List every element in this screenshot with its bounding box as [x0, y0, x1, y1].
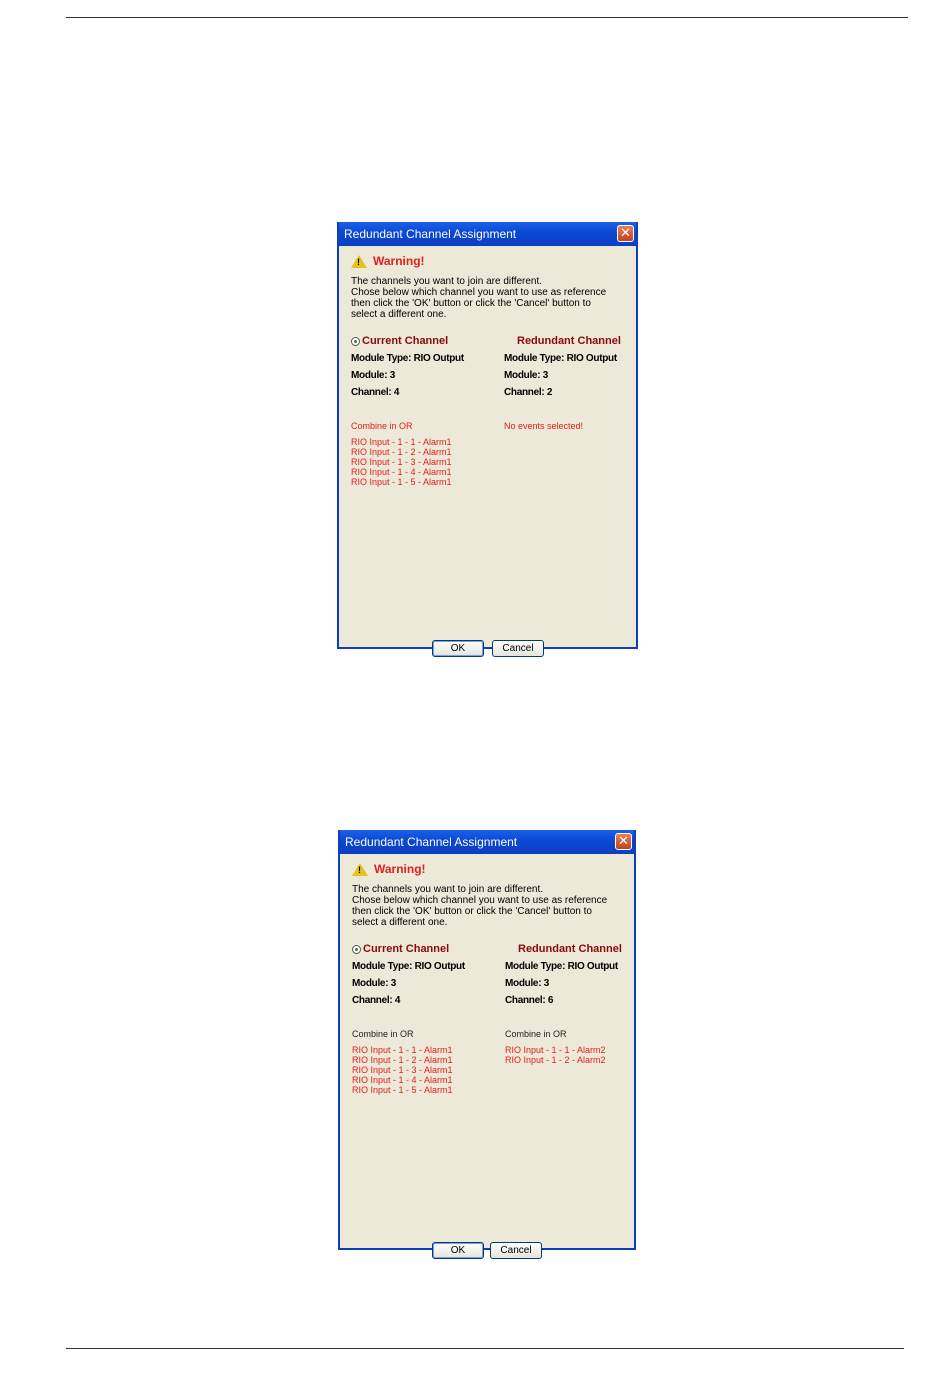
event-item: RIO Input - 1 - 4 - Alarm1 — [351, 467, 452, 477]
redundant-status: No events selected! — [504, 421, 584, 431]
current-channel-heading: Current Channel — [362, 335, 449, 347]
current-channel-column — [352, 940, 487, 1095]
event-item: RIO Input - 1 - 4 - Alarm1 — [352, 1075, 453, 1085]
event-item: RIO Input - 1 - 1 - Alarm1 — [352, 1045, 453, 1055]
close-button[interactable] — [615, 833, 632, 850]
dialog-titlebar[interactable] — [340, 830, 634, 854]
event-item: RIO Input - 1 - 3 - Alarm1 — [351, 457, 452, 467]
page-bottom-rule — [66, 1348, 904, 1349]
current-event-list — [352, 1045, 487, 1095]
page-top-rule — [66, 17, 908, 18]
event-item: RIO Input - 1 - 3 - Alarm1 — [352, 1065, 453, 1075]
dialog-title: Redundant Channel Assignment — [344, 227, 517, 241]
close-button[interactable] — [617, 225, 634, 242]
warning-icon: ! — [351, 255, 367, 268]
warning-message — [351, 276, 621, 320]
message-line: select a different one. — [352, 917, 448, 928]
redundant-channel-column — [505, 940, 640, 1065]
event-item: RIO Input - 1 - 2 - Alarm1 — [352, 1055, 453, 1065]
event-item: RIO Input - 1 - 5 - Alarm1 — [352, 1085, 453, 1095]
current-channel-radio[interactable] — [351, 337, 360, 346]
close-icon: ✕ — [618, 833, 629, 848]
ok-button[interactable]: OK — [432, 1242, 484, 1259]
dialog-title: Redundant Channel Assignment — [345, 835, 518, 849]
redundant-channel-heading: Redundant Channel — [517, 335, 621, 347]
current-channel-radio[interactable] — [352, 945, 361, 954]
warning-header — [351, 254, 425, 268]
redundant-module: Module: 3 — [504, 370, 548, 381]
current-channel-column — [351, 332, 486, 487]
current-status: Combine in OR — [352, 1029, 414, 1039]
redundant-channel-dialog — [338, 830, 636, 1256]
redundant-module: Module: 3 — [505, 978, 549, 989]
current-module-type: Module Type: RIO Output — [352, 961, 465, 972]
redundant-channel-option[interactable] — [505, 940, 640, 958]
redundant-channel: Channel: 6 — [505, 995, 554, 1006]
redundant-channel-heading: Redundant Channel — [518, 943, 622, 955]
current-module-type: Module Type: RIO Output — [351, 353, 464, 364]
current-event-list — [351, 437, 486, 487]
current-status: Combine in OR — [351, 421, 413, 431]
ok-button[interactable]: OK — [432, 640, 484, 657]
warning-header — [352, 862, 426, 876]
current-module: Module: 3 — [352, 978, 396, 989]
redundant-event-list — [505, 1045, 640, 1065]
message-line: then click the 'OK' button or click the 'Cancel' button to — [352, 906, 592, 917]
cancel-button[interactable]: Cancel — [490, 1242, 542, 1259]
current-channel-heading: Current Channel — [363, 943, 450, 955]
redundant-channel-option[interactable] — [504, 332, 639, 350]
event-item: RIO Input - 1 - 2 - Alarm2 — [505, 1055, 606, 1065]
event-item: RIO Input - 1 - 1 - Alarm2 — [505, 1045, 606, 1055]
redundant-channel: Channel: 2 — [504, 387, 553, 398]
warning-title: Warning! — [374, 862, 426, 876]
redundant-module-type: Module Type: RIO Output — [505, 961, 618, 972]
message-line: then click the 'OK' button or click the 'Cancel' button to — [351, 298, 591, 309]
redundant-channel-dialog — [337, 222, 638, 654]
warning-icon: ! — [352, 863, 368, 876]
message-line: Chose below which channel you want to use as reference — [351, 287, 607, 298]
event-item: RIO Input - 1 - 5 - Alarm1 — [351, 477, 452, 487]
current-channel-option[interactable] — [351, 332, 486, 350]
current-channel: Channel: 4 — [351, 387, 400, 398]
message-line: Chose below which channel you want to use as reference — [352, 895, 608, 906]
dialog-titlebar[interactable] — [339, 222, 636, 246]
current-channel: Channel: 4 — [352, 995, 401, 1006]
cancel-button[interactable]: Cancel — [492, 640, 544, 657]
message-line: select a different one. — [351, 309, 447, 320]
close-icon: ✕ — [620, 225, 631, 240]
redundant-module-type: Module Type: RIO Output — [504, 353, 617, 364]
event-item: RIO Input - 1 - 1 - Alarm1 — [351, 437, 452, 447]
current-channel-option[interactable] — [352, 940, 487, 958]
warning-title: Warning! — [373, 254, 425, 268]
current-module: Module: 3 — [351, 370, 395, 381]
warning-message — [352, 884, 622, 928]
redundant-status: Combine in OR — [505, 1029, 567, 1039]
message-line: The channels you want to join are different. — [352, 884, 544, 895]
redundant-channel-column — [504, 332, 639, 435]
event-item: RIO Input - 1 - 2 - Alarm1 — [351, 447, 452, 457]
message-line: The channels you want to join are different. — [351, 276, 543, 287]
